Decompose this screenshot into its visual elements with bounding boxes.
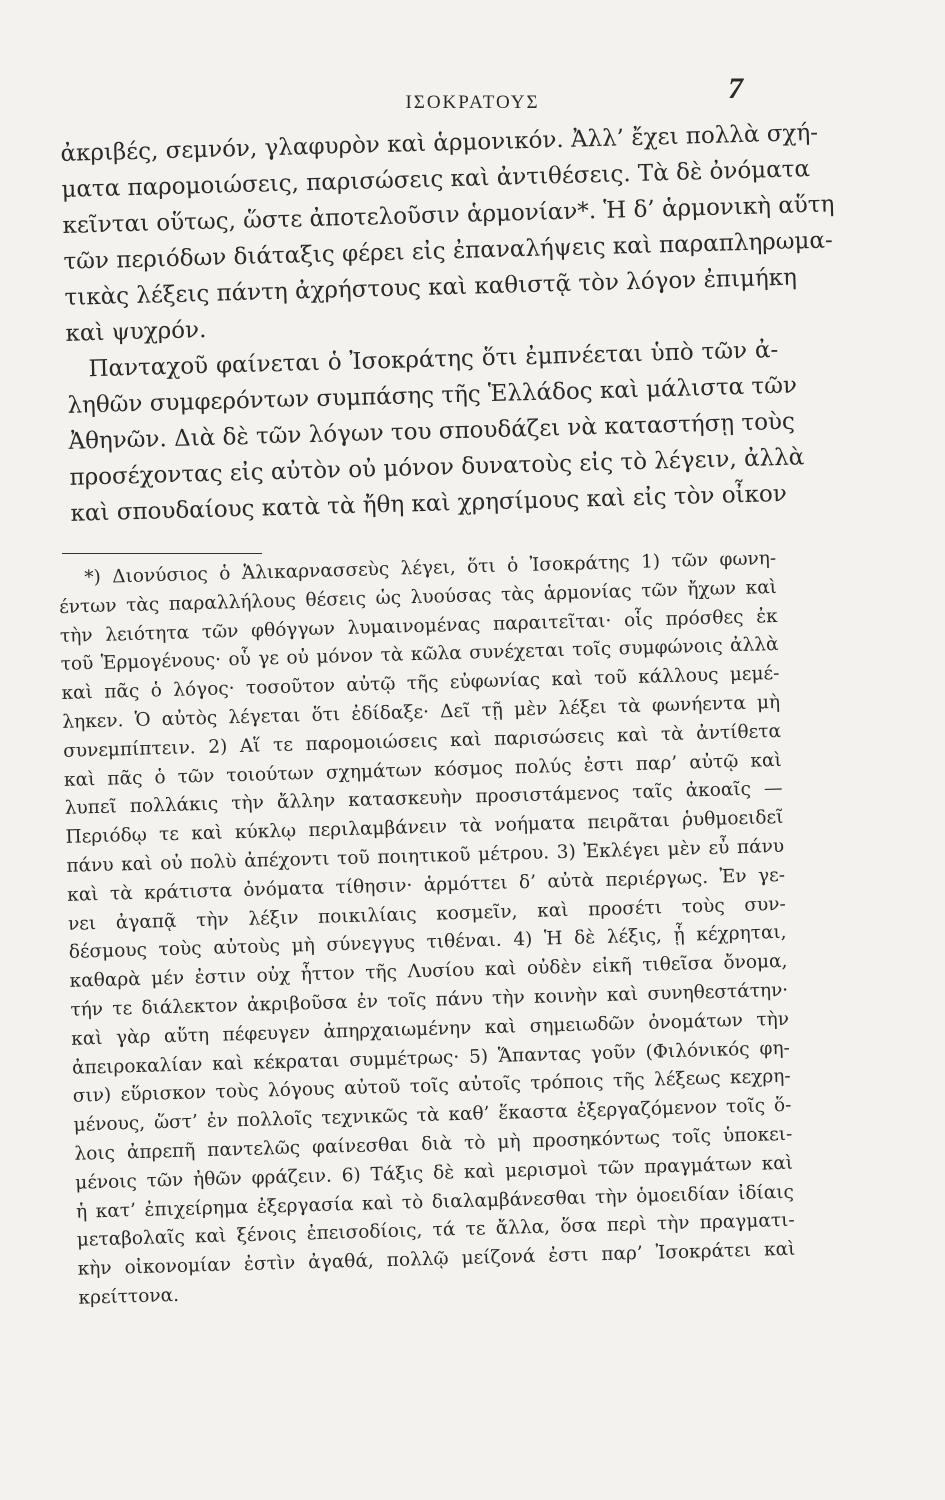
body-line: ἀκριβές, σεμνόν, γλαφυρὸν καὶ ἁρμονικόν. Ἀλλ’ ἔχει πολλὰ σχή- — [60, 119, 819, 167]
footnote-line: ἡ κατ’ ἐπιχείρημα ἐξεργασία καὶ τὸ διαλαμβάνεσθαι τὴν ὁμοειδίαν ἰδίαις — [75, 1181, 795, 1223]
footnote-line: τήν τε διάλεκτον ἀκριβοῦσα ἐν τοῖς πάνυ τὴν κοινὴν καὶ συνηθεστάτην· — [70, 979, 789, 1021]
footnote-line: καθαρὰ μέν ἐστιν οὐχ ἧττον τῆς Λυσίου καὶ οὐδὲν εἰκῆ τιθεῖσα ὄνομα, — [69, 950, 788, 992]
footnote-line: πάνυ καὶ οὐ πολὺ ἀπέχοντι τοῦ ποιητικοῦ μέτρου. 3) Ἐκλέγει μὲν εὖ πάνυ — [66, 835, 785, 877]
running-head: ΙΣΟΚΡΑΤΟΥΣ — [405, 92, 540, 113]
body-line: καὶ σπουδαίους κατὰ τὰ ἤθη καὶ χρησίμους καὶ εἰς τὸν οἶκον — [70, 480, 788, 527]
footnote-line: λοις ἀπρεπῆ παντελῶς φαίνεσθαι διὰ τὸ μὴ προσηκόντως τοῖς ὑποκει- — [74, 1123, 793, 1165]
footnote-line: καὶ τὰ κράτιστα ὀνόματα τίθησιν· ἁρμόττει δ’ αὐτὰ περιέργως. Ἐν γε- — [66, 864, 786, 906]
footnote-line: νει ἀγαπᾷ τὴν λέξιν ποικιλίαις κοσμεῖν, καὶ προσέτι τοὺς συν- — [67, 893, 787, 935]
body-line: κεῖνται οὕτως, ὥστε ἀποτελοῦσιν ἁρμονίαν*. Ἡ δ’ ἁρμονικὴ αὕτη — [62, 191, 835, 239]
footnote-line: καὶ πᾶς ὁ τῶν τοιούτων σχημάτων κόσμος πολύς ἐστι παρ’ αὐτῷ καὶ — [63, 749, 783, 791]
body-line: ληθῶν συμφερόντων συμπάσης τῆς Ἑλλάδος καὶ μάλιστα τῶν — [67, 372, 798, 419]
page-number: 7 — [728, 72, 743, 105]
footnote-line: τὴν λειότητα τῶν φθόγγων λυμαινομένας παραιτεῖται· οἷς πρόσθες ἐκ — [59, 605, 778, 647]
footnote-block — [58, 545, 797, 1313]
footnote-line: ληκεν. Ὁ αὐτὸς λέγεται ὅτι ἐδίδαξε· Δεῖ τῇ μὲν λέξει τὰ φωνήεντα μὴ — [62, 691, 781, 733]
body-text — [60, 116, 835, 532]
footnote-line: μένοις τῶν ἠθῶν φράζειν. 6) Τάξις δὲ καὶ μερισμοὶ τῶν πραγμάτων καὶ — [74, 1152, 794, 1194]
body-line: τικὰς λέξεις πάντη ἀχρήστους καὶ καθιστᾷ τὸν λόγον ἐπιμήκη — [64, 264, 798, 311]
body-line: καὶ ψυχρόν. — [65, 316, 207, 347]
footnote-line: καὶ γὰρ αὕτη πέφευγεν ἀπηρχαιωμένην καὶ σημειωδῶν ὀνομάτων τὴν — [70, 1008, 790, 1050]
footnote-separator — [62, 553, 262, 554]
body-line: Πανταχοῦ φαίνεται ὁ Ἰσοκράτης ὅτι ἐμπνέεται ὑπὸ τῶν ἀ- — [88, 337, 779, 383]
footnote-line: σιν) εὕρισκον τοὺς λόγους αὐτοῦ τοῖς αὐτοῖς τρόποις τῆς λέξεως κεχρη- — [72, 1066, 791, 1108]
body-line: ματα παρομοιώσεις, παρισώσεις καὶ ἀντιθέσεις. Τὰ δὲ ὀνόματα — [61, 156, 811, 203]
footnote-line: συνεμπίπτειν. 2) Αἵ τε παρομοιώσεις καὶ παρισώσεις καὶ τὰ ἀντίθετα — [62, 720, 782, 762]
body-line: τῶν περιόδων διάταξις φέρει εἰς ἐπαναλήψεις καὶ παραπληρωμα- — [63, 227, 834, 275]
footnote-line: κὴν οἰκονομίαν ἐστὶν ἀγαθά, πολλῷ μείζονά ἐστι παρ’ Ἰσοκράτει καὶ — [77, 1238, 796, 1280]
footnote-line: κρείττονα. — [78, 1284, 180, 1309]
body-line: προσέχοντας εἰς αὐτὸν οὐ μόνον δυνατοὺς εἰς τὸ λέγειν, ἀλλὰ — [69, 444, 805, 491]
footnote-line: τοῦ Ἑρμογένους· οὗ γε οὐ μόνον τὰ κῶλα συνέχεται τοῖς συμφώνοις ἀλλὰ — [60, 634, 779, 676]
footnote-line: έντων τὰς παραλλήλους θέσεις ὡς λυούσας τὰς ἁρμονίας τῶν ἤχων καὶ — [58, 576, 778, 618]
body-line: Ἀθηνῶν. Διὰ δὲ τῶν λόγων του σπουδάζει νὰ καταστήσῃ τοὺς — [68, 408, 796, 455]
footnote-line: καὶ πᾶς ὁ λόγος· τοσοῦτον αὐτῷ τῆς εὐφωνίας καὶ τοῦ κάλλους μεμέ- — [61, 663, 780, 705]
footnote-line: δέσμους τοὺς αὐτοὺς μὴ σύνεγγυς τιθέναι. 4) Ἡ δὲ λέξις, ᾗ κέχρηται, — [68, 922, 787, 964]
footnote-line: Περιόδῳ τε καὶ κύκλῳ περιλαμβάνειν τὰ νοήματα πειρᾶται ῥυθμοειδεῖ — [65, 807, 784, 849]
footnote-line: μένους, ὥστ’ ἐν πολλοῖς τεχνικῶς τὰ καθ’ ἕκαστα ἐξεργαζόμενον τοῖς ὅ- — [73, 1094, 792, 1136]
footnote-line: *) Διονύσιος ὁ Ἁλικαρνασσεὺς λέγει, ὅτι ὁ Ἰσοκράτης 1) τῶν φωνη- — [84, 547, 777, 589]
footnote-line: μεταβολαῖς καὶ ξένοις ἐπεισοδίοις, τά τε ἄλλα, ὅσα περὶ τὴν πραγματι- — [76, 1210, 795, 1252]
footnote-line: ἀπειροκαλίαν καὶ κέκραται συμμέτρως· 5) Ἅπαντας γοῦν (Φιλόνικός φη- — [71, 1037, 791, 1079]
footnote-line: λυπεῖ πολλάκις τὴν ἄλλην κατασκευὴν προσιστάμενος ταῖς ἀκοαῖς — — [64, 778, 783, 820]
